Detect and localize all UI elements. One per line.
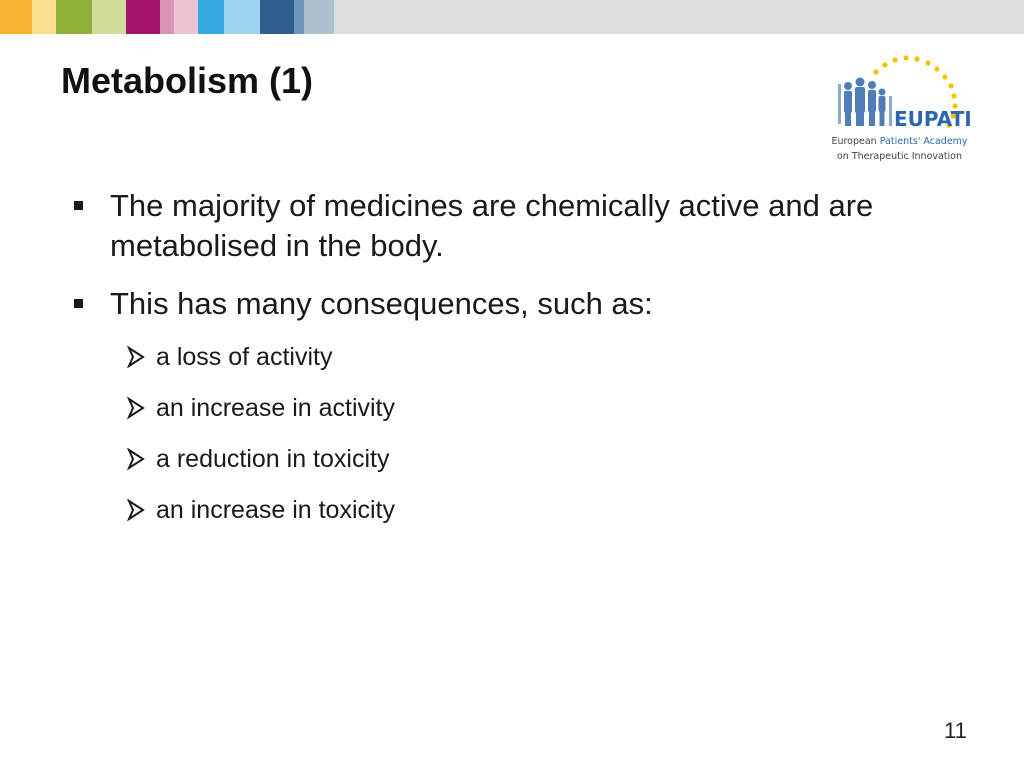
color-segment xyxy=(174,0,198,34)
square-bullet-icon xyxy=(74,299,83,308)
arrow-bullet-icon xyxy=(126,346,146,368)
sub-bullet-item xyxy=(126,393,972,423)
header-color-bar xyxy=(0,0,1024,34)
eupati-logo xyxy=(822,52,982,172)
people-figures-icon xyxy=(838,78,892,127)
color-segment xyxy=(0,0,32,34)
arrow-bullet-icon xyxy=(126,397,146,419)
color-segment xyxy=(126,0,160,34)
logo-caption-accent: Patients' Academy xyxy=(879,136,968,147)
logo-caption xyxy=(822,134,977,164)
sub-bullet-item xyxy=(126,342,972,372)
color-segment xyxy=(224,0,260,34)
sub-bullet-text: a reduction in toxicity xyxy=(156,445,390,473)
color-segment xyxy=(56,0,92,34)
color-segment xyxy=(160,0,174,34)
color-segment xyxy=(92,0,126,34)
color-segment xyxy=(294,0,304,34)
eupati-emblem-icon xyxy=(832,52,982,134)
color-segment xyxy=(334,0,1024,34)
bullet-item xyxy=(72,186,972,266)
logo-caption-plain: European xyxy=(831,136,877,147)
bullet-text: The majority of medicines are chemically active and are metabolised in the body. xyxy=(110,188,874,263)
color-segment xyxy=(304,0,334,34)
color-segment xyxy=(198,0,224,34)
sub-bullet-item xyxy=(126,444,972,474)
bullet-list xyxy=(72,186,972,546)
slide-title: Metabolism (1) xyxy=(61,60,314,101)
square-bullet-icon xyxy=(74,201,83,210)
sub-bullet-item xyxy=(126,495,972,525)
sub-bullet-text: an increase in activity xyxy=(156,394,396,422)
bullet-text: This has many consequences, such as: xyxy=(110,286,653,321)
color-segment xyxy=(260,0,294,34)
sub-bullet-text: an increase in toxicity xyxy=(156,496,396,524)
arrow-bullet-icon xyxy=(126,448,146,470)
logo-wordmark: EUPATI xyxy=(894,107,972,131)
page-number: 11 xyxy=(944,718,967,743)
arrow-bullet-icon xyxy=(126,499,146,521)
sub-bullet-text: a loss of activity xyxy=(156,343,333,371)
bullet-item xyxy=(72,284,972,324)
logo-caption-line2: on Therapeutic Innovation xyxy=(836,151,963,162)
color-segment xyxy=(32,0,56,34)
